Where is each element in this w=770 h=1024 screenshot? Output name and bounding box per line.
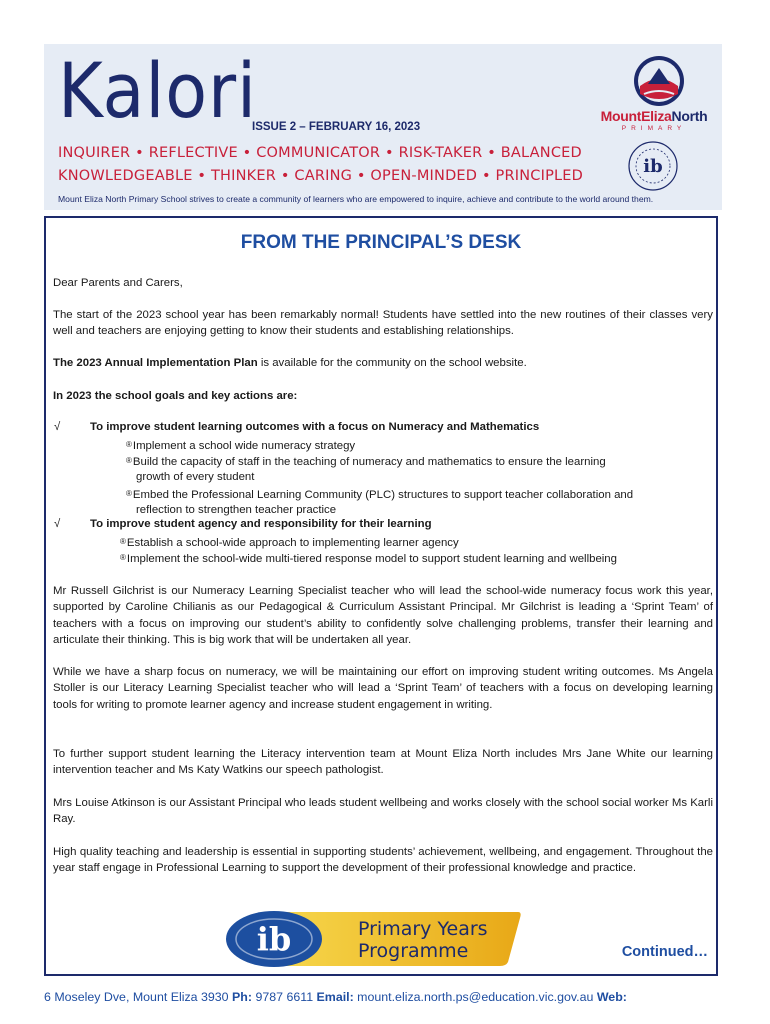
learner-traits-row-1: INQUIRER • REFLECTIVE • COMMUNICATOR • RISK-TAKER • BALANCED xyxy=(58,145,582,161)
school-crest-logo xyxy=(626,54,692,108)
footer-contact: 6 Moseley Dve, Mount Eliza 3930 Ph: 9787 6611 Email: mount.eliza.north.ps@education.vic.gov.au Web: xyxy=(44,990,627,1004)
pyp-line-1: Primary Years xyxy=(358,918,488,940)
paragraph-aip: The 2023 Annual Implementation Plan is available for the community on the school website. xyxy=(53,357,527,369)
goal-action: ®Build the capacity of staff in the teaching of numeracy and mathematics to ensure the learning xyxy=(126,456,606,468)
bullet-icon: ® xyxy=(120,537,126,546)
paragraph-literacy: While we have a sharp focus on numeracy, we will be maintaining our effort on improving student writing outcomes. Ms Angela Stoller is our Literacy Learning Specialist teacher who will lead a ‘Sprint Team’ of teachers with a focus on developing learning tools for writing to promote learner agency and increase student engagement in writing. xyxy=(53,666,713,711)
goals-heading: In 2023 the school goals and key actions are: xyxy=(53,390,298,402)
ib-primary-years-programme-logo xyxy=(222,908,522,968)
masthead-title: Kalori xyxy=(58,46,257,135)
goal-action: ®Establish a school-wide approach to implementing learner agency xyxy=(120,537,459,549)
bullet-icon: ® xyxy=(120,553,126,562)
goal-action: ®Implement the school-wide multi-tiered response model to support student learning and wellbeing xyxy=(120,553,617,565)
paragraph-wellbeing: Mrs Louise Atkinson is our Assistant Principal who leads student wellbeing and works closely with the school social worker Ms Karli Ray. xyxy=(53,797,713,826)
paragraph-professional-learning: High quality teaching and leadership is essential in supporting students’ achievement, wellbeing, and engagement. Throughout the year staff engage in Professional Learning to support the development of their professional knowledge and practice. xyxy=(53,846,713,875)
goal-action: ®Implement a school wide numeracy strategy xyxy=(126,440,356,452)
svg-text:ib: ib xyxy=(643,156,663,177)
mission-statement: Mount Eliza North Primary School strives to create a community of learners who are empowered to inquire, achieve and contribute to the world around them. xyxy=(58,194,654,204)
tick-icon: √ xyxy=(54,518,61,530)
bullet-icon: ® xyxy=(126,440,132,449)
ib-world-school-seal xyxy=(622,140,684,192)
paragraph-intervention: To further support student learning the Literacy intervention team at Mount Eliza North includes Mrs Jane White our learning intervention teacher and Ms Katy Watkins our speech pathologist. xyxy=(53,748,713,777)
newsletter-header xyxy=(44,44,722,210)
goal-title: To improve student learning outcomes with a focus on Numeracy and Mathematics xyxy=(90,421,540,433)
paragraph-intro: The start of the 2023 school year has been remarkably normal! Students have settled into the new routines of their classes very well and teachers are enjoying getting to know their students and establishing relationships. xyxy=(53,309,713,338)
greeting: Dear Parents and Carers, xyxy=(53,277,183,289)
school-name: MountElizaNorth xyxy=(600,108,708,124)
bullet-icon: ® xyxy=(126,456,132,465)
issue-date: ISSUE 2 – FEBRUARY 16, 2023 xyxy=(252,121,421,133)
goal-action-continued: growth of every student xyxy=(136,471,255,483)
goal-action: ®Embed the Professional Learning Community (PLC) structures to support teacher collaboration and xyxy=(126,489,634,501)
continued-label: Continued… xyxy=(621,944,708,960)
goal-action-continued: reflection to strengthen teacher practice xyxy=(136,504,337,516)
school-subtitle: PRIMARY xyxy=(621,125,687,132)
goal-title: To improve student agency and responsibility for their learning xyxy=(90,518,432,530)
tick-icon: √ xyxy=(54,421,61,433)
principal-article xyxy=(44,216,718,976)
pyp-line-2: Programme xyxy=(358,940,469,962)
svg-text:ib: ib xyxy=(256,920,292,958)
bullet-icon: ® xyxy=(126,489,132,498)
paragraph-numeracy: Mr Russell Gilchrist is our Numeracy Learning Specialist teacher who will lead the school-wide numeracy focus work this year, supported by Caroline Chilianis as our Pedagogical & Curriculum Assistant Principal. Mr Gilchrist is leading a ‘Sprint Team’ of teachers with a focus on improving our student’s ability to confidently solve challenging problems, transfer their learning and articulate their thinking. This is big work that will be undertaken all year. xyxy=(53,585,713,646)
article-title: FROM THE PRINCIPAL’S DESK xyxy=(240,232,522,253)
email-link: mount.eliza.north.ps@education.vic.gov.au xyxy=(353,990,597,1004)
learner-traits-row-2: KNOWLEDGEABLE • THINKER • CARING • OPEN-MINDED • PRINCIPLED xyxy=(58,168,584,184)
